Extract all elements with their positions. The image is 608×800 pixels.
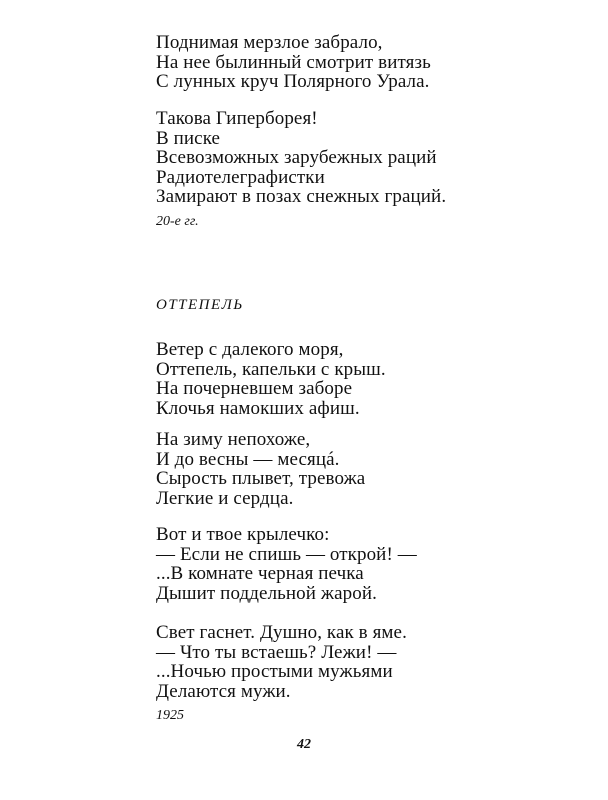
poem-line: Делаются мужи. — [156, 680, 291, 702]
poem-line: Клочья намокших афиш. — [156, 397, 360, 419]
poem-line: Поднимая мерзлое забрало, — [156, 32, 383, 53]
poem-line: Радиотелеграфистки — [156, 166, 325, 188]
poem2-stanza-1 — [156, 340, 386, 418]
poem1-stanza-1 — [156, 33, 431, 92]
poem-line: С лунных круч Полярного Урала. — [156, 71, 430, 92]
poem2-date: 1925 — [156, 708, 184, 723]
poem1-stanza-2 — [156, 109, 446, 207]
poem-line: Сырость плывет, тревожа — [156, 468, 366, 489]
poem2-title: ОТТЕПЕЛЬ — [156, 297, 244, 313]
page-number: 42 — [297, 737, 311, 752]
poem-line: На почерневшем заборе — [156, 378, 353, 399]
poem-line: Легкие и сердца. — [156, 487, 294, 509]
poem-line: Свет гаснет. Душно, как в яме. — [156, 622, 407, 643]
poem2-stanza-2 — [156, 430, 365, 508]
poem-line: — Что ты встаешь? Лежи! — — [156, 641, 397, 663]
poem-line: ...Ночью простыми мужьями — [156, 661, 393, 682]
poem-line: Замирают в позах снежных граций. — [156, 186, 447, 207]
poem-line: Всевозможных зарубежных раций — [156, 147, 437, 168]
poem-line: Дышит поддельной жарой. — [156, 582, 377, 604]
poem-line: И до весны — месяцá. — [156, 448, 340, 470]
poem1-date: 20-е гг. — [156, 214, 199, 229]
poem-line: — Если не спишь — открой! — — [156, 543, 417, 565]
poem-line: На нее былинный смотрит витязь — [156, 51, 431, 73]
poem2-stanza-3 — [156, 525, 417, 603]
poem-line: Вот и твое крылечко: — [156, 524, 330, 545]
poem-line: Такова Гиперборея! — [156, 108, 318, 129]
poem-line: Оттепель, капельки с крыш. — [156, 358, 386, 380]
poem-line: В писке — [156, 127, 221, 149]
poem2-stanza-4 — [156, 623, 407, 701]
poem-line: ...В комнате черная печка — [156, 563, 364, 584]
poem-line: На зиму непохоже, — [156, 429, 311, 450]
poem-line: Ветер с далекого моря, — [156, 339, 344, 360]
